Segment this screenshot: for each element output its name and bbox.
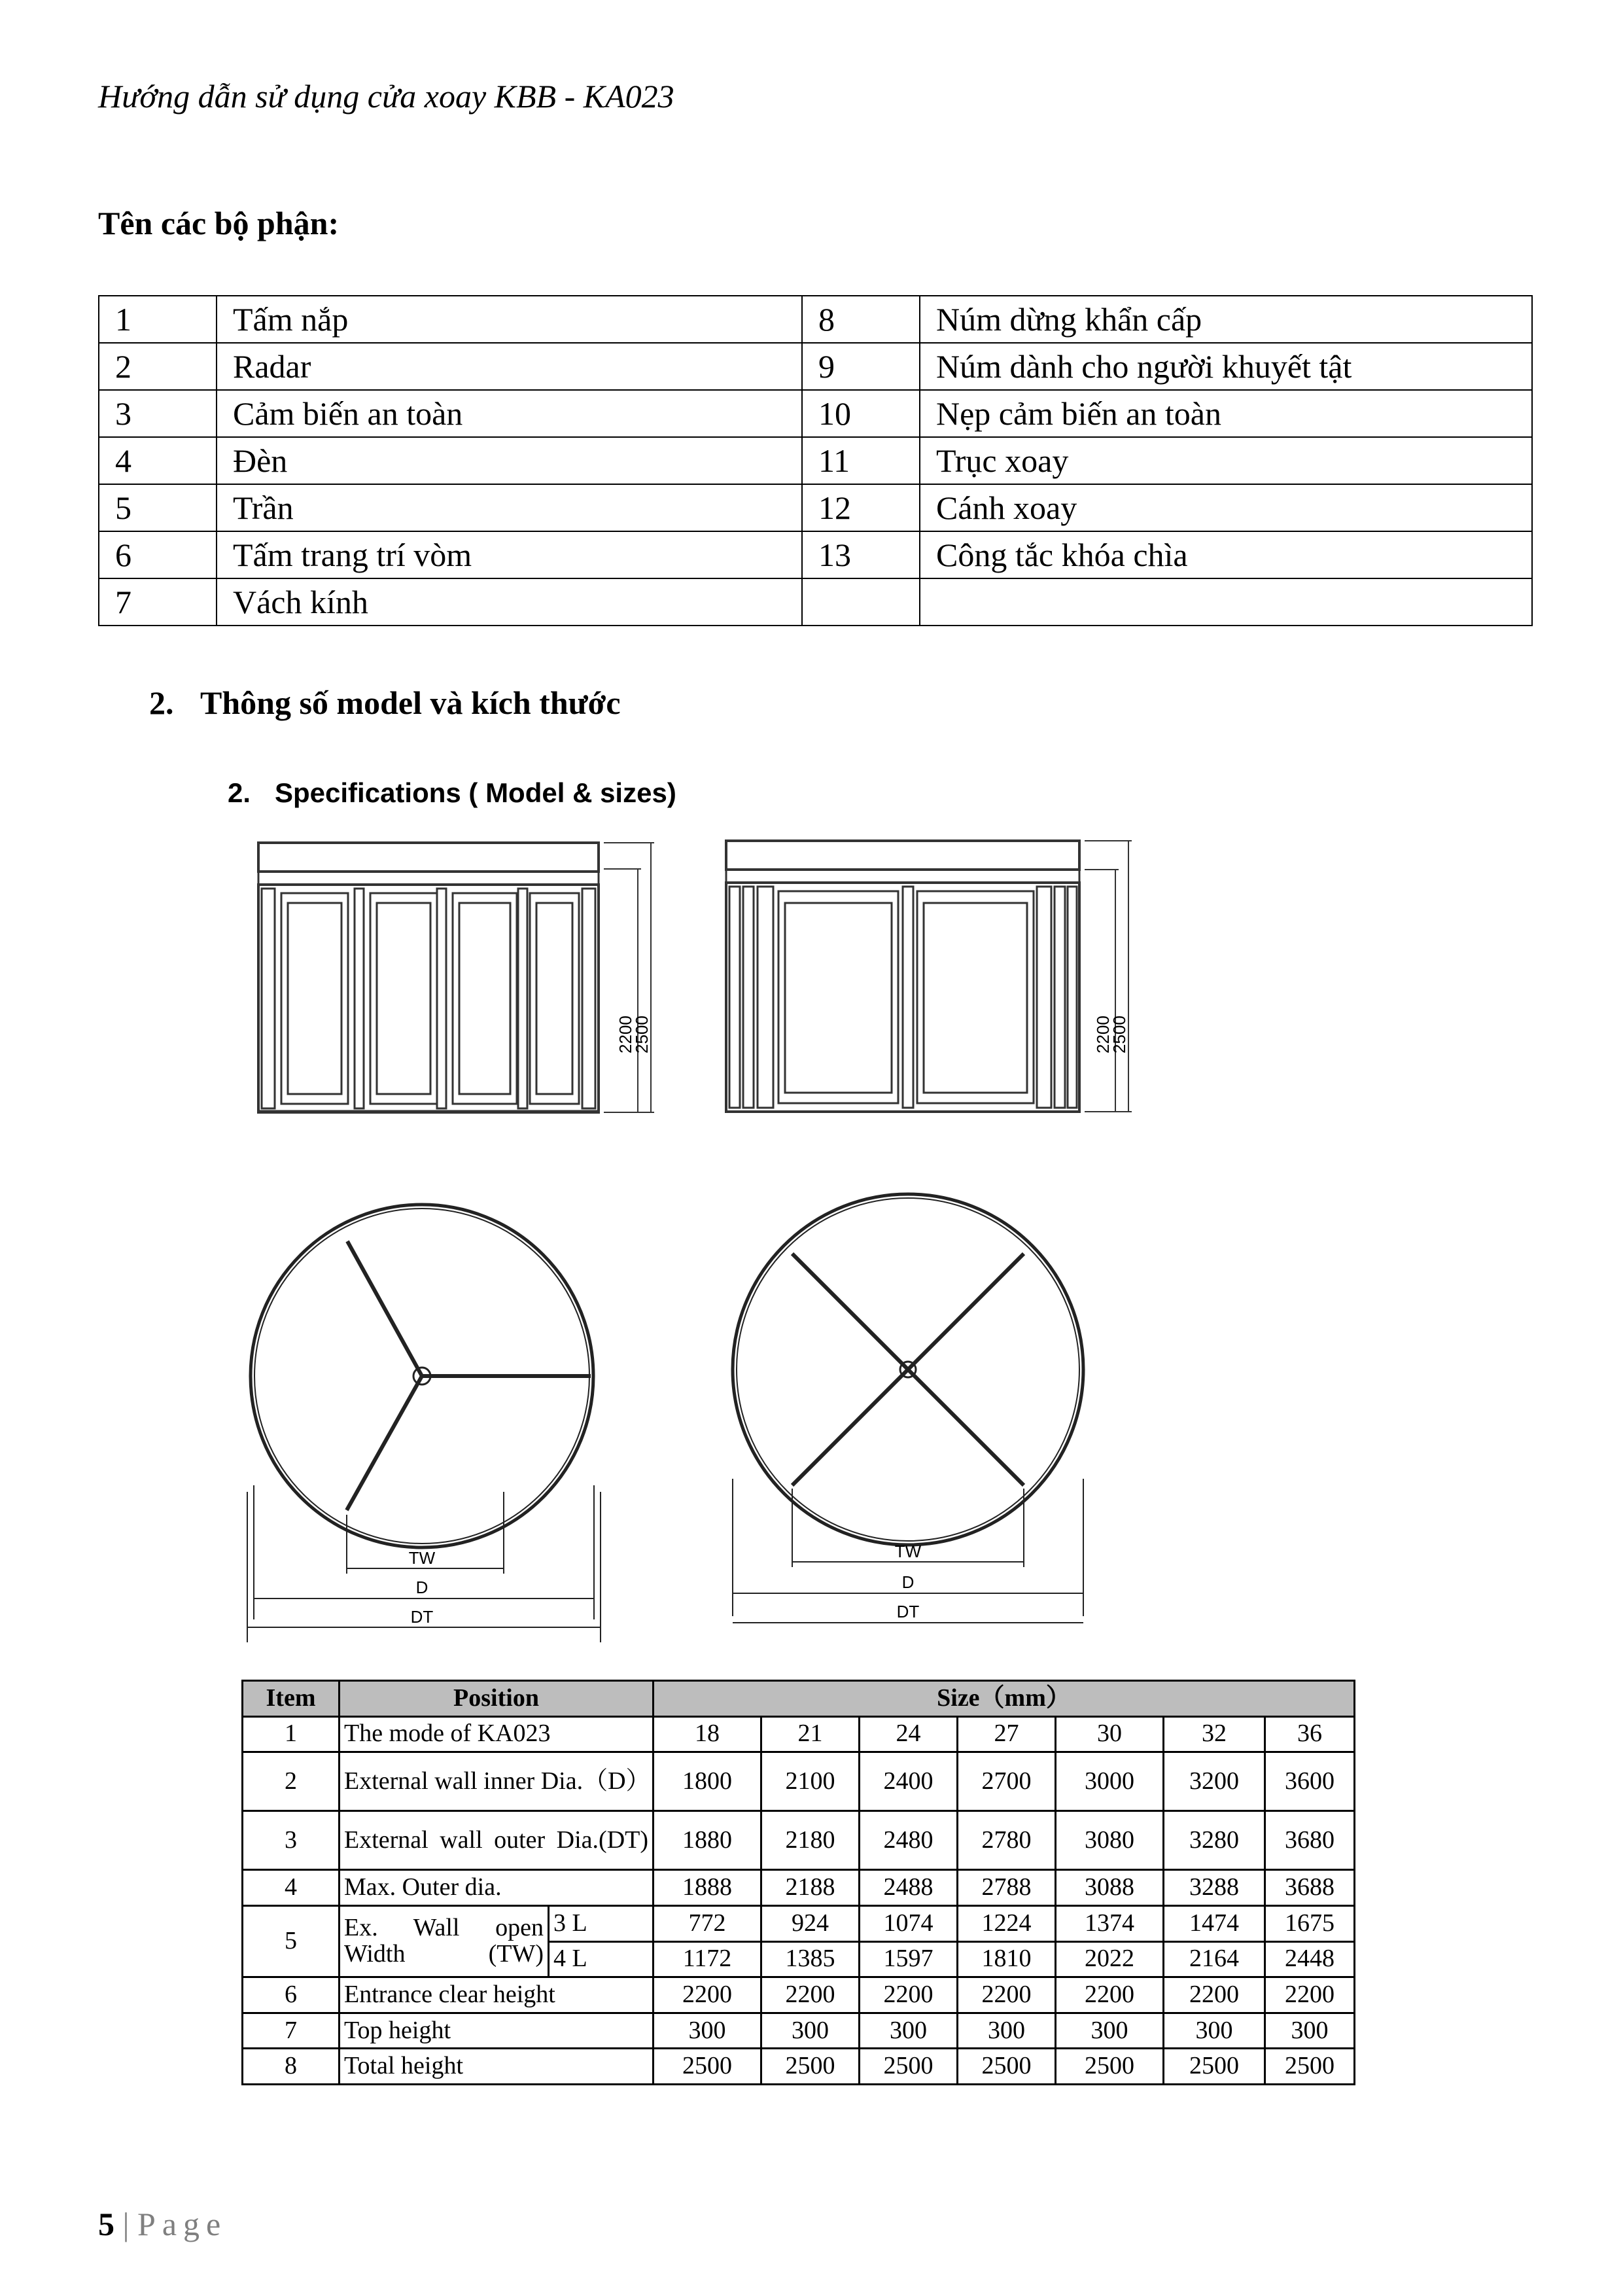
- spec-value: 1597: [860, 1941, 958, 1977]
- part-name: Tấm trang trí vòm: [217, 531, 802, 578]
- spec-value: 1074: [860, 1905, 958, 1941]
- spec-value: 18: [654, 1716, 761, 1752]
- part-name: Vách kính: [217, 578, 802, 626]
- plan-three-wing: [247, 1205, 601, 1642]
- spec-value: 3680: [1265, 1811, 1355, 1870]
- spec-position: The mode of KA023: [340, 1716, 654, 1752]
- part-name: Nẹp cảm biến an toàn: [920, 390, 1532, 437]
- spec-row: [243, 1716, 1355, 1752]
- spec-value: 2100: [761, 1752, 860, 1811]
- page-number: 5: [98, 2206, 114, 2242]
- part-number: 9: [802, 343, 920, 390]
- spec-value: 2500: [761, 2049, 860, 2085]
- parts-row: [99, 296, 1532, 343]
- spec-value: 2180: [761, 1811, 860, 1870]
- spec-value: 300: [654, 2013, 761, 2049]
- parts-row: [99, 343, 1532, 390]
- part-number: 10: [802, 390, 920, 437]
- spec-value: 36: [1265, 1716, 1355, 1752]
- spec-subposition: 3 L: [549, 1905, 654, 1941]
- part-number: 8: [802, 296, 920, 343]
- spec-row: [243, 2013, 1355, 2049]
- dim-total-height-a: 2500: [632, 1016, 652, 1053]
- section-number: 2.: [149, 684, 174, 721]
- spec-value: 300: [860, 2013, 958, 2049]
- spec-value: 27: [958, 1716, 1056, 1752]
- spec-value: 21: [761, 1716, 860, 1752]
- spec-value: 1675: [1265, 1905, 1355, 1941]
- spec-item: 6: [243, 1977, 340, 2013]
- parts-row: [99, 484, 1532, 531]
- part-number: 1: [99, 296, 217, 343]
- spec-item: 2: [243, 1752, 340, 1811]
- spec-position: External wall outer Dia.(DT): [340, 1811, 654, 1870]
- label-d-b: D: [901, 1572, 915, 1592]
- spec-value: 300: [1164, 2013, 1265, 2049]
- spec-value: 30: [1056, 1716, 1164, 1752]
- spec-value: 1810: [958, 1941, 1056, 1977]
- spec-value: 3080: [1056, 1811, 1164, 1870]
- figure-title: Specifications ( Model & sizes): [275, 777, 676, 808]
- label-dt-a: DT: [410, 1607, 434, 1627]
- spec-value: 2164: [1164, 1941, 1265, 1977]
- part-name: Núm dành cho người khuyết tật: [920, 343, 1532, 390]
- spec-value: 2188: [761, 1870, 860, 1906]
- spec-value: 1888: [654, 1870, 761, 1906]
- spec-value: 2200: [761, 1977, 860, 2013]
- part-name: Cánh xoay: [920, 484, 1532, 531]
- spec-position: Entrance clear height: [340, 1977, 654, 2013]
- spec-value: 3600: [1265, 1752, 1355, 1811]
- spec-item: 3: [243, 1811, 340, 1870]
- specifications-drawing: [222, 772, 1387, 1642]
- section-title: Thông số model và kích thước: [200, 684, 621, 721]
- part-number: 7: [99, 578, 217, 626]
- parts-table: [98, 295, 1533, 626]
- spec-value: 32: [1164, 1716, 1265, 1752]
- spec-value: 1880: [654, 1811, 761, 1870]
- spec-item: 7: [243, 2013, 340, 2049]
- part-number: 3: [99, 390, 217, 437]
- spec-row: [243, 1752, 1355, 1811]
- spec-value: 300: [761, 2013, 860, 2049]
- part-number: 13: [802, 531, 920, 578]
- spec-value: 3088: [1056, 1870, 1164, 1906]
- dim-entrance-height-b: 2200: [1093, 1016, 1113, 1053]
- spec-value: 2022: [1056, 1941, 1164, 1977]
- spec-value: 2700: [958, 1752, 1056, 1811]
- spec-value: 300: [1056, 2013, 1164, 2049]
- spec-item: 8: [243, 2049, 340, 2085]
- part-number: 5: [99, 484, 217, 531]
- label-dt-b: DT: [896, 1602, 920, 1621]
- part-number: [802, 578, 920, 626]
- spec-table: [241, 1680, 1355, 2085]
- spec-row: [243, 1905, 1355, 1941]
- spec-value: 2500: [654, 2049, 761, 2085]
- spec-position: Ex. Wall open Width (TW): [340, 1905, 549, 1977]
- spec-value: 2200: [1164, 1977, 1265, 2013]
- spec-value: 1374: [1056, 1905, 1164, 1941]
- spec-value: 2500: [1056, 2049, 1164, 2085]
- spec-row: [243, 1977, 1355, 2013]
- front-elevation-four-wing: [726, 841, 1132, 1112]
- parts-row: [99, 437, 1532, 484]
- spec-value: 2500: [958, 2049, 1056, 2085]
- parts-title: Tên các bộ phận:: [98, 205, 340, 241]
- spec-value: 924: [761, 1905, 860, 1941]
- spec-value: 2200: [958, 1977, 1056, 2013]
- spec-value: 3000: [1056, 1752, 1164, 1811]
- section-2-heading: [149, 684, 621, 722]
- part-name: Trục xoay: [920, 437, 1532, 484]
- label-tw-b: TW: [894, 1542, 922, 1561]
- header-position: Position: [340, 1681, 654, 1717]
- spec-value: 1474: [1164, 1905, 1265, 1941]
- part-name: [920, 578, 1532, 626]
- spec-value: 2780: [958, 1811, 1056, 1870]
- spec-item: 5: [243, 1905, 340, 1977]
- part-name: Cảm biến an toàn: [217, 390, 802, 437]
- part-name: Tấm nắp: [217, 296, 802, 343]
- spec-value: 3288: [1164, 1870, 1265, 1906]
- spec-value: 2500: [1164, 2049, 1265, 2085]
- label-d-a: D: [415, 1578, 428, 1597]
- spec-value: 2200: [654, 1977, 761, 2013]
- spec-value: 2788: [958, 1870, 1056, 1906]
- spec-value: 1172: [654, 1941, 761, 1977]
- spec-row: [243, 1811, 1355, 1870]
- page-header: Hướng dẫn sử dụng cửa xoay KBB - KA023: [98, 78, 674, 115]
- spec-row: [243, 1870, 1355, 1906]
- header-item: Item: [243, 1681, 340, 1717]
- front-elevation-three-wing: [258, 843, 654, 1112]
- spec-item: 4: [243, 1870, 340, 1906]
- part-name: Trần: [217, 484, 802, 531]
- part-number: 2: [99, 343, 217, 390]
- spec-value: 24: [860, 1716, 958, 1752]
- dim-total-height-b: 2500: [1109, 1016, 1129, 1053]
- spec-value: 3200: [1164, 1752, 1265, 1811]
- spec-value: 1800: [654, 1752, 761, 1811]
- header-size: Size（mm）: [654, 1681, 1355, 1717]
- spec-value: 2200: [860, 1977, 958, 2013]
- spec-value: 300: [958, 2013, 1056, 2049]
- parts-row: [99, 390, 1532, 437]
- spec-value: 2448: [1265, 1941, 1355, 1977]
- spec-position: Total height: [340, 2049, 654, 2085]
- part-number: 4: [99, 437, 217, 484]
- label-tw-a: TW: [408, 1548, 436, 1568]
- part-name: Công tắc khóa chìa: [920, 531, 1532, 578]
- spec-position: Top height: [340, 2013, 654, 2049]
- part-number: 6: [99, 531, 217, 578]
- spec-value: 2200: [1265, 1977, 1355, 2013]
- spec-value: 2488: [860, 1870, 958, 1906]
- spec-item: 1: [243, 1716, 340, 1752]
- spec-value: 1385: [761, 1941, 860, 1977]
- spec-value: 2480: [860, 1811, 958, 1870]
- spec-value: 300: [1265, 2013, 1355, 2049]
- spec-value: 2500: [860, 2049, 958, 2085]
- spec-value: 1224: [958, 1905, 1056, 1941]
- part-name: Núm dừng khẩn cấp: [920, 296, 1532, 343]
- part-number: 12: [802, 484, 920, 531]
- parts-row: [99, 531, 1532, 578]
- spec-value: 2500: [1265, 2049, 1355, 2085]
- spec-value: 3688: [1265, 1870, 1355, 1906]
- spec-value: 3280: [1164, 1811, 1265, 1870]
- spec-position: Max. Outer dia.: [340, 1870, 654, 1906]
- spec-row: [243, 2049, 1355, 2085]
- footer-separator: |: [122, 2206, 130, 2242]
- spec-value: 772: [654, 1905, 761, 1941]
- spec-subposition: 4 L: [549, 1941, 654, 1977]
- footer-page-word: Page: [137, 2206, 228, 2242]
- part-name: Đèn: [217, 437, 802, 484]
- dim-entrance-height-a: 2200: [616, 1016, 635, 1053]
- parts-row: [99, 578, 1532, 626]
- part-number: 11: [802, 437, 920, 484]
- spec-position: External wall inner Dia.（D）: [340, 1752, 654, 1811]
- spec-value: 2400: [860, 1752, 958, 1811]
- figure-title-number: 2.: [228, 777, 251, 808]
- spec-value: 2200: [1056, 1977, 1164, 2013]
- part-name: Radar: [217, 343, 802, 390]
- page-footer: [98, 2205, 227, 2243]
